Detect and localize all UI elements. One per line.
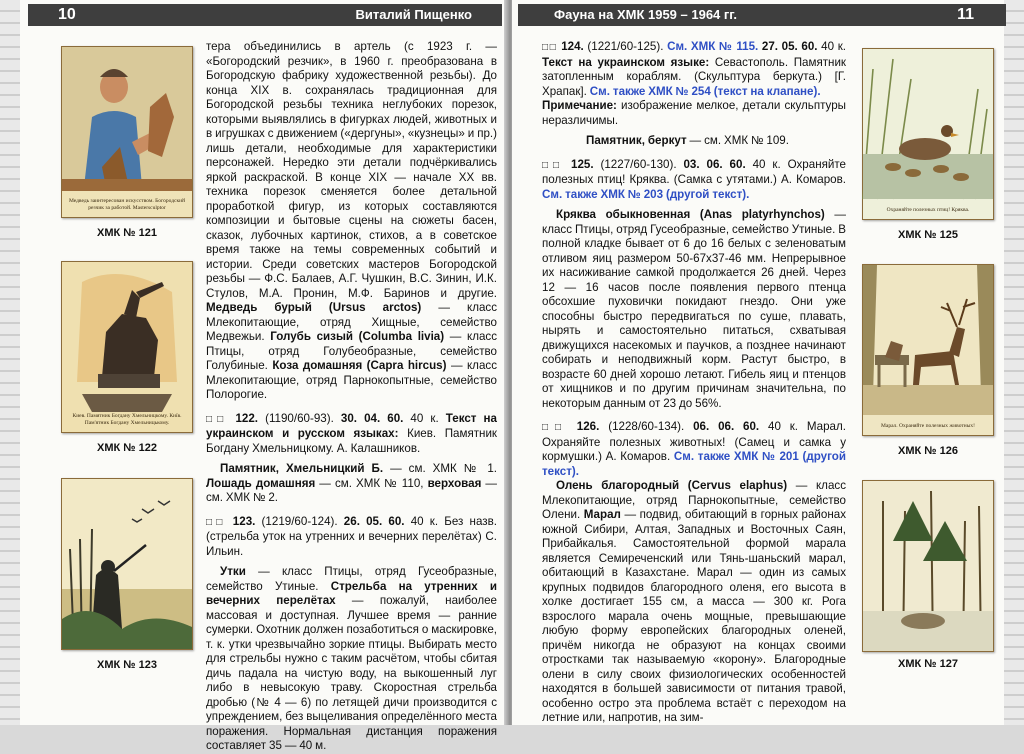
left-header — [28, 4, 502, 26]
card-125 — [862, 48, 994, 241]
checkbox-icon: □□ — [542, 422, 568, 433]
card-123-image — [61, 478, 193, 650]
entry-126-notes: Олень благородный (Cervus elaphus) — класс Млекопитающие, отряд Парнокопытные, семейство Олени. Марал — подвид, обитающий в горных районах южной Сибири, Алтая, Западных и Восточных Саян, Прибайкалья. Самостоятельной формой марала является Семиреченский или Тянь-шаньский марал, обитающий в Казахстане. Марал — один из самых крупных подвидов благородного оленя, его высота в холке достигает 155 см, а масса — 300 кг. Рога взрослого марала очень мощные, превышающие любую форму европейских благородных оленей, причём никогда не образуют на концах своими отростками так называемую «корону». Благородные олени в силу своих физиологических особенностей находятся в большей зависимости от питания травой, особенно остро эта проблема встаёт с переходом на летние или, напротив, на зим- — [542, 479, 847, 724]
card-121-image — [61, 46, 193, 218]
right-header — [518, 4, 1006, 26]
entry-125-notes: Кряква обыкновенная (Anas platyrhynchos) — класс Птицы, отряд Гусеобразные, семейство Утиные. В полной кладке бывает от 6 до 16 белых с зеленоватым отливом яиц размером 50-67х37-46 мм. Непрерывное их насиживание самкой продолжается 26 дней. Через 12 — 16 часов после появления первого птенца обсохшие пуховички покидают гнездо. Они уже способны быстро передвигаться по суше, плавать, нырять и самостоятельно питаться, схватывая движущихся насекомых и паучков, а позднее начинают собирать и неподвижный корм. Растут быстро, в возрасте 60 дней хорошо летают. Гибель яиц и птенцов от хищников и по другим причинам значительна, по некоторым данным от 23 до 56%. — [542, 208, 846, 410]
right-page — [512, 0, 1024, 725]
hunter-illustration — [62, 479, 192, 649]
entry-126: □□ 126. (1228/60-134). 06. 06. 60. 40 к. Марал. Охраняйте полезных животных! (Самец и самка у кормушки.) А. Комаров. См. также ХМК № 201 (другой текст). — [542, 420, 847, 478]
right-page-number: 11 — [957, 6, 974, 23]
forest-illustration — [863, 481, 993, 651]
checkbox-icon: □□ — [542, 42, 558, 53]
card-122 — [61, 261, 193, 454]
card-125-caption: Охраняйте полезных птиц! Кряква. — [886, 206, 970, 213]
card-127-label: ХМК № 127 — [898, 658, 958, 670]
dove-term: Голубь сизый (Columba livia) — [270, 330, 445, 343]
deer-illustration — [863, 265, 993, 435]
entry-124-note: Примечание: изображение мелкое, детали скульптуры неразличимы. — [542, 99, 846, 127]
entry-122: □□ 122. (1190/60-93). 30. 04. 60. 40 к. Текст на украинском и русском языках: Киев. Памятник Богдану Хмельницкому. А. Калашников. — [206, 411, 497, 455]
right-edge-tabs — [1004, 0, 1024, 725]
checkbox-icon: □□ — [206, 516, 227, 528]
card-126-caption: Марал. Охраняйте полезных животных! — [880, 422, 976, 429]
entry-125: □□ 125. (1227/60-130). 03. 06. 60. 40 к. Охраняйте полезных птиц! Кряква. (Самка с утятами.) А. Комаров. См. также ХМК № 203 (другой текст). — [542, 157, 846, 201]
card-125-image — [862, 48, 994, 220]
card-127 — [862, 480, 994, 670]
duck-illustration — [863, 49, 993, 219]
monument-illustration — [62, 262, 192, 432]
card-123-label: ХМК № 123 — [97, 659, 157, 671]
left-edge-tabs — [0, 0, 20, 725]
card-127-image — [862, 480, 994, 652]
entry-123: □□ 123. (1219/60-124). 26. 05. 60. 40 к. Без назв. (стрельба уток на утренних и вечерних перелётах) С. Ильин. — [206, 514, 497, 558]
carver-illustration — [62, 47, 192, 217]
entry-123-notes: Утки — класс Птицы, отряд Гусеобразные, семейство Утиные. Стрельба на утренних и вечерних перелётах — пожалуй, наиболее массовая и доступная. Лучшее время — ранние сумерки. Охотник должен позаботиться о маскировке, т. к. утки чрезвычайно зоркие птицы. Выбирать место для стрельбы нужно с таким расчётом, чтобы сбитая дичь падала на чистую воду, на выкошенный луг либо в невысокую траву. Скоростная стрельба дробью (№ 4 — 6) по летящей дичи производится с упреждением, без выцеливания определённого места поражения. Нормальная дистанция поражения составляет 35 — 40 м. — [206, 565, 498, 752]
card-126 — [862, 264, 994, 457]
checkbox-icon: □□ — [206, 413, 229, 425]
bear-term: Медведь бурый (Ursus arctos) — [206, 301, 422, 314]
right-text-column — [542, 40, 846, 726]
card-121-caption: Медведь заинтересован искусством. Богородский резчик за работой. Mastersculptor — [68, 198, 186, 211]
card-123 — [61, 478, 193, 671]
entry-124: □□ 124. (1221/60-125). См. ХМК № 115. 27. 05. 60. 40 к. Текст на украинском языке: Севастополь. Памятник затопленным кораблям. (Скульптура беркута.) [Г. Храпак]. См. также ХМК № 254 (текст на клапане). — [542, 40, 847, 98]
entry-122-notes: Памятник, Хмельницкий Б. — см. ХМК № 1. Лошадь домашняя — см. ХМК № 110, верховая — см. ХМК № 2. — [206, 462, 498, 504]
card-125-label: ХМК № 125 — [898, 229, 958, 241]
card-122-caption: Киев. Памятник Богдану Хмельницкому. Київ. Пам'ятник Богдану Хмельницькому. — [72, 413, 182, 426]
entry-124-ref: Памятник, беркут — см. ХМК № 109. — [586, 134, 789, 147]
card-121-label: ХМК № 121 — [97, 227, 157, 239]
goat-term: Коза домашняя (Capra hircus) — [272, 359, 447, 372]
left-author: Виталий Пищенко — [355, 7, 472, 22]
left-text-column — [206, 40, 497, 754]
card-122-label: ХМК № 122 — [97, 442, 157, 454]
right-title: Фауна на ХМК 1959 – 1964 гг. — [554, 7, 738, 22]
left-page — [0, 0, 508, 752]
card-122-image — [61, 261, 193, 433]
intro-paragraph: тера объединились в артель (с 1923 г. — «Богородский резчик», в 1960 г. преобразована в Богородскую фабрику художественной резьбы). До конца XIX в. сохранялась традиционная для Богородской резьбы техника неглубоких порезок, которыми выявлялись в фигурках людей, животных и в игрушках с движением («дергуны», «кузнецы» и пр.) лишь детали, необходимые для характеристики персонажей. Нередко эти детали подчёркивались яркой раскраской. В конце XIX — начале XX вв. техника порезок сменяется более детальной проработкой фигур, из которых составляются композиции и бытовые сцены на сюжеты басен, сказок, лубочных картинок, стихов, а в советское время также на темы современных событий и истории. Среди советских мастеров Богородской резьбы — Ф.С. Балаев, А.Г. Чушкин, В.С. Зинин, И.К. Стулов, М.А. Пронин, М.Ф. Баринов и другие. Медведь бурый (Ursus arctos) — класс Млекопитающие, отряд Хищные, семейство Медвежьи. Голубь сизый (Columba livia) — класс Птицы, отряд Голубеобразные, семейство Голубиные. Коза домашняя (Capra hircus) — класс Млекопитающие, отряд Парнокопытные, семейство Полорогие. — [206, 40, 498, 401]
card-126-label: ХМК № 126 — [898, 445, 958, 457]
card-121 — [61, 46, 193, 239]
card-126-image — [862, 264, 994, 436]
checkbox-icon: □□ — [542, 159, 565, 171]
left-page-number: 10 — [58, 6, 76, 23]
